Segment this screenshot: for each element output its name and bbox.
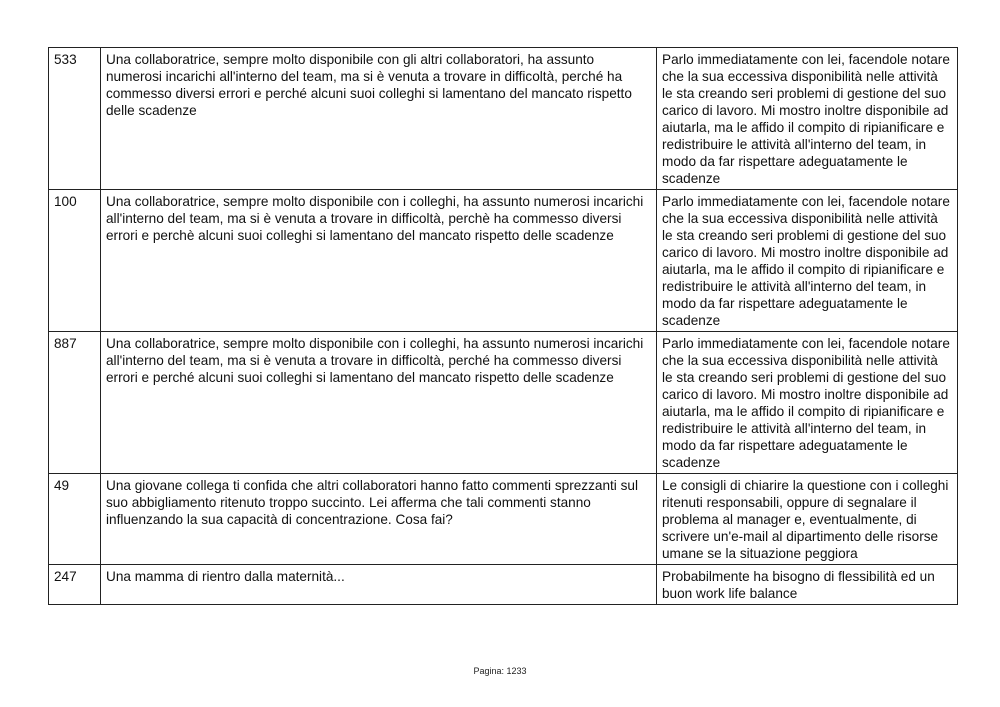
answer-text: Parlo immediatamente con lei, facendole notare che la sua eccessiva disponibilità nelle attività le sta creando seri problemi di gestione del suo carico di lavoro. Mi mostro inoltre disponibile ad aiutarla, ma le affido il compito di ripianificare e redistribuire le attività all'interno del team, in modo da far rispettare adeguatamente le scadenze <box>657 190 958 332</box>
question-id: 887 <box>49 332 101 474</box>
question-text: Una collaboratrice, sempre molto disponibile con gli altri collaboratori, ha assunto numerosi incarichi all'interno del team, ma si è venuta a trovare in difficoltà, perché ha commesso diversi errori e perché alcuni suoi colleghi si lamentano del mancato rispetto delle scadenze <box>101 48 657 190</box>
answer-text: Parlo immediatamente con lei, facendole notare che la sua eccessiva disponibilità nelle attività le sta creando seri problemi di gestione del suo carico di lavoro. Mi mostro inoltre disponibile ad aiutarla, ma le affido il compito di ripianificare e redistribuire le attività all'interno del team, in modo da far rispettare adeguatamente le scadenze <box>657 48 958 190</box>
page-number: Pagina: 1233 <box>473 666 527 676</box>
question-text: Una mamma di rientro dalla maternità... <box>101 565 657 605</box>
qa-table <box>48 47 958 605</box>
table-row <box>49 190 958 332</box>
table-row <box>49 48 958 190</box>
table-row <box>49 474 958 565</box>
answer-text: Parlo immediatamente con lei, facendole notare che la sua eccessiva disponibilità nelle attività le sta creando seri problemi di gestione del suo carico di lavoro. Mi mostro inoltre disponibile ad aiutarla, ma le affido il compito di ripianificare e redistribuire le attività all'interno del team, in modo da far rispettare adeguatamente le scadenze <box>657 332 958 474</box>
table-row <box>49 565 958 605</box>
question-id: 247 <box>49 565 101 605</box>
question-id: 100 <box>49 190 101 332</box>
answer-text: Probabilmente ha bisogno di flessibilità ed un buon work life balance <box>657 565 958 605</box>
question-text: Una giovane collega ti confida che altri collaboratori hanno fatto commenti sprezzanti sul suo abbigliamento ritenuto troppo succinto. Lei afferma che tali commenti stanno influenzando la sua capacità di concentrazione. Cosa fai? <box>101 474 657 565</box>
answer-text: Le consigli di chiarire la questione con i colleghi ritenuti responsabili, oppure di segnalare il problema al manager e, eventualmente, di scrivere un'e-mail al dipartimento delle risorse umane se la situazione peggiora <box>657 474 958 565</box>
table-row <box>49 332 958 474</box>
question-id: 49 <box>49 474 101 565</box>
question-id: 533 <box>49 48 101 190</box>
question-text: Una collaboratrice, sempre molto disponibile con i colleghi, ha assunto numerosi incarichi all'interno del team, ma si è venuta a trovare in difficoltà, perchè ha commesso diversi errori e perchè alcuni suoi colleghi si lamentano del mancato rispetto delle scadenze <box>101 190 657 332</box>
question-text: Una collaboratrice, sempre molto disponibile con i colleghi, ha assunto numerosi incarichi all'interno del team, ma si è venuta a trovare in difficoltà, perché ha commesso diversi errori e perché alcuni suoi colleghi si lamentano del mancato rispetto delle scadenze <box>101 332 657 474</box>
